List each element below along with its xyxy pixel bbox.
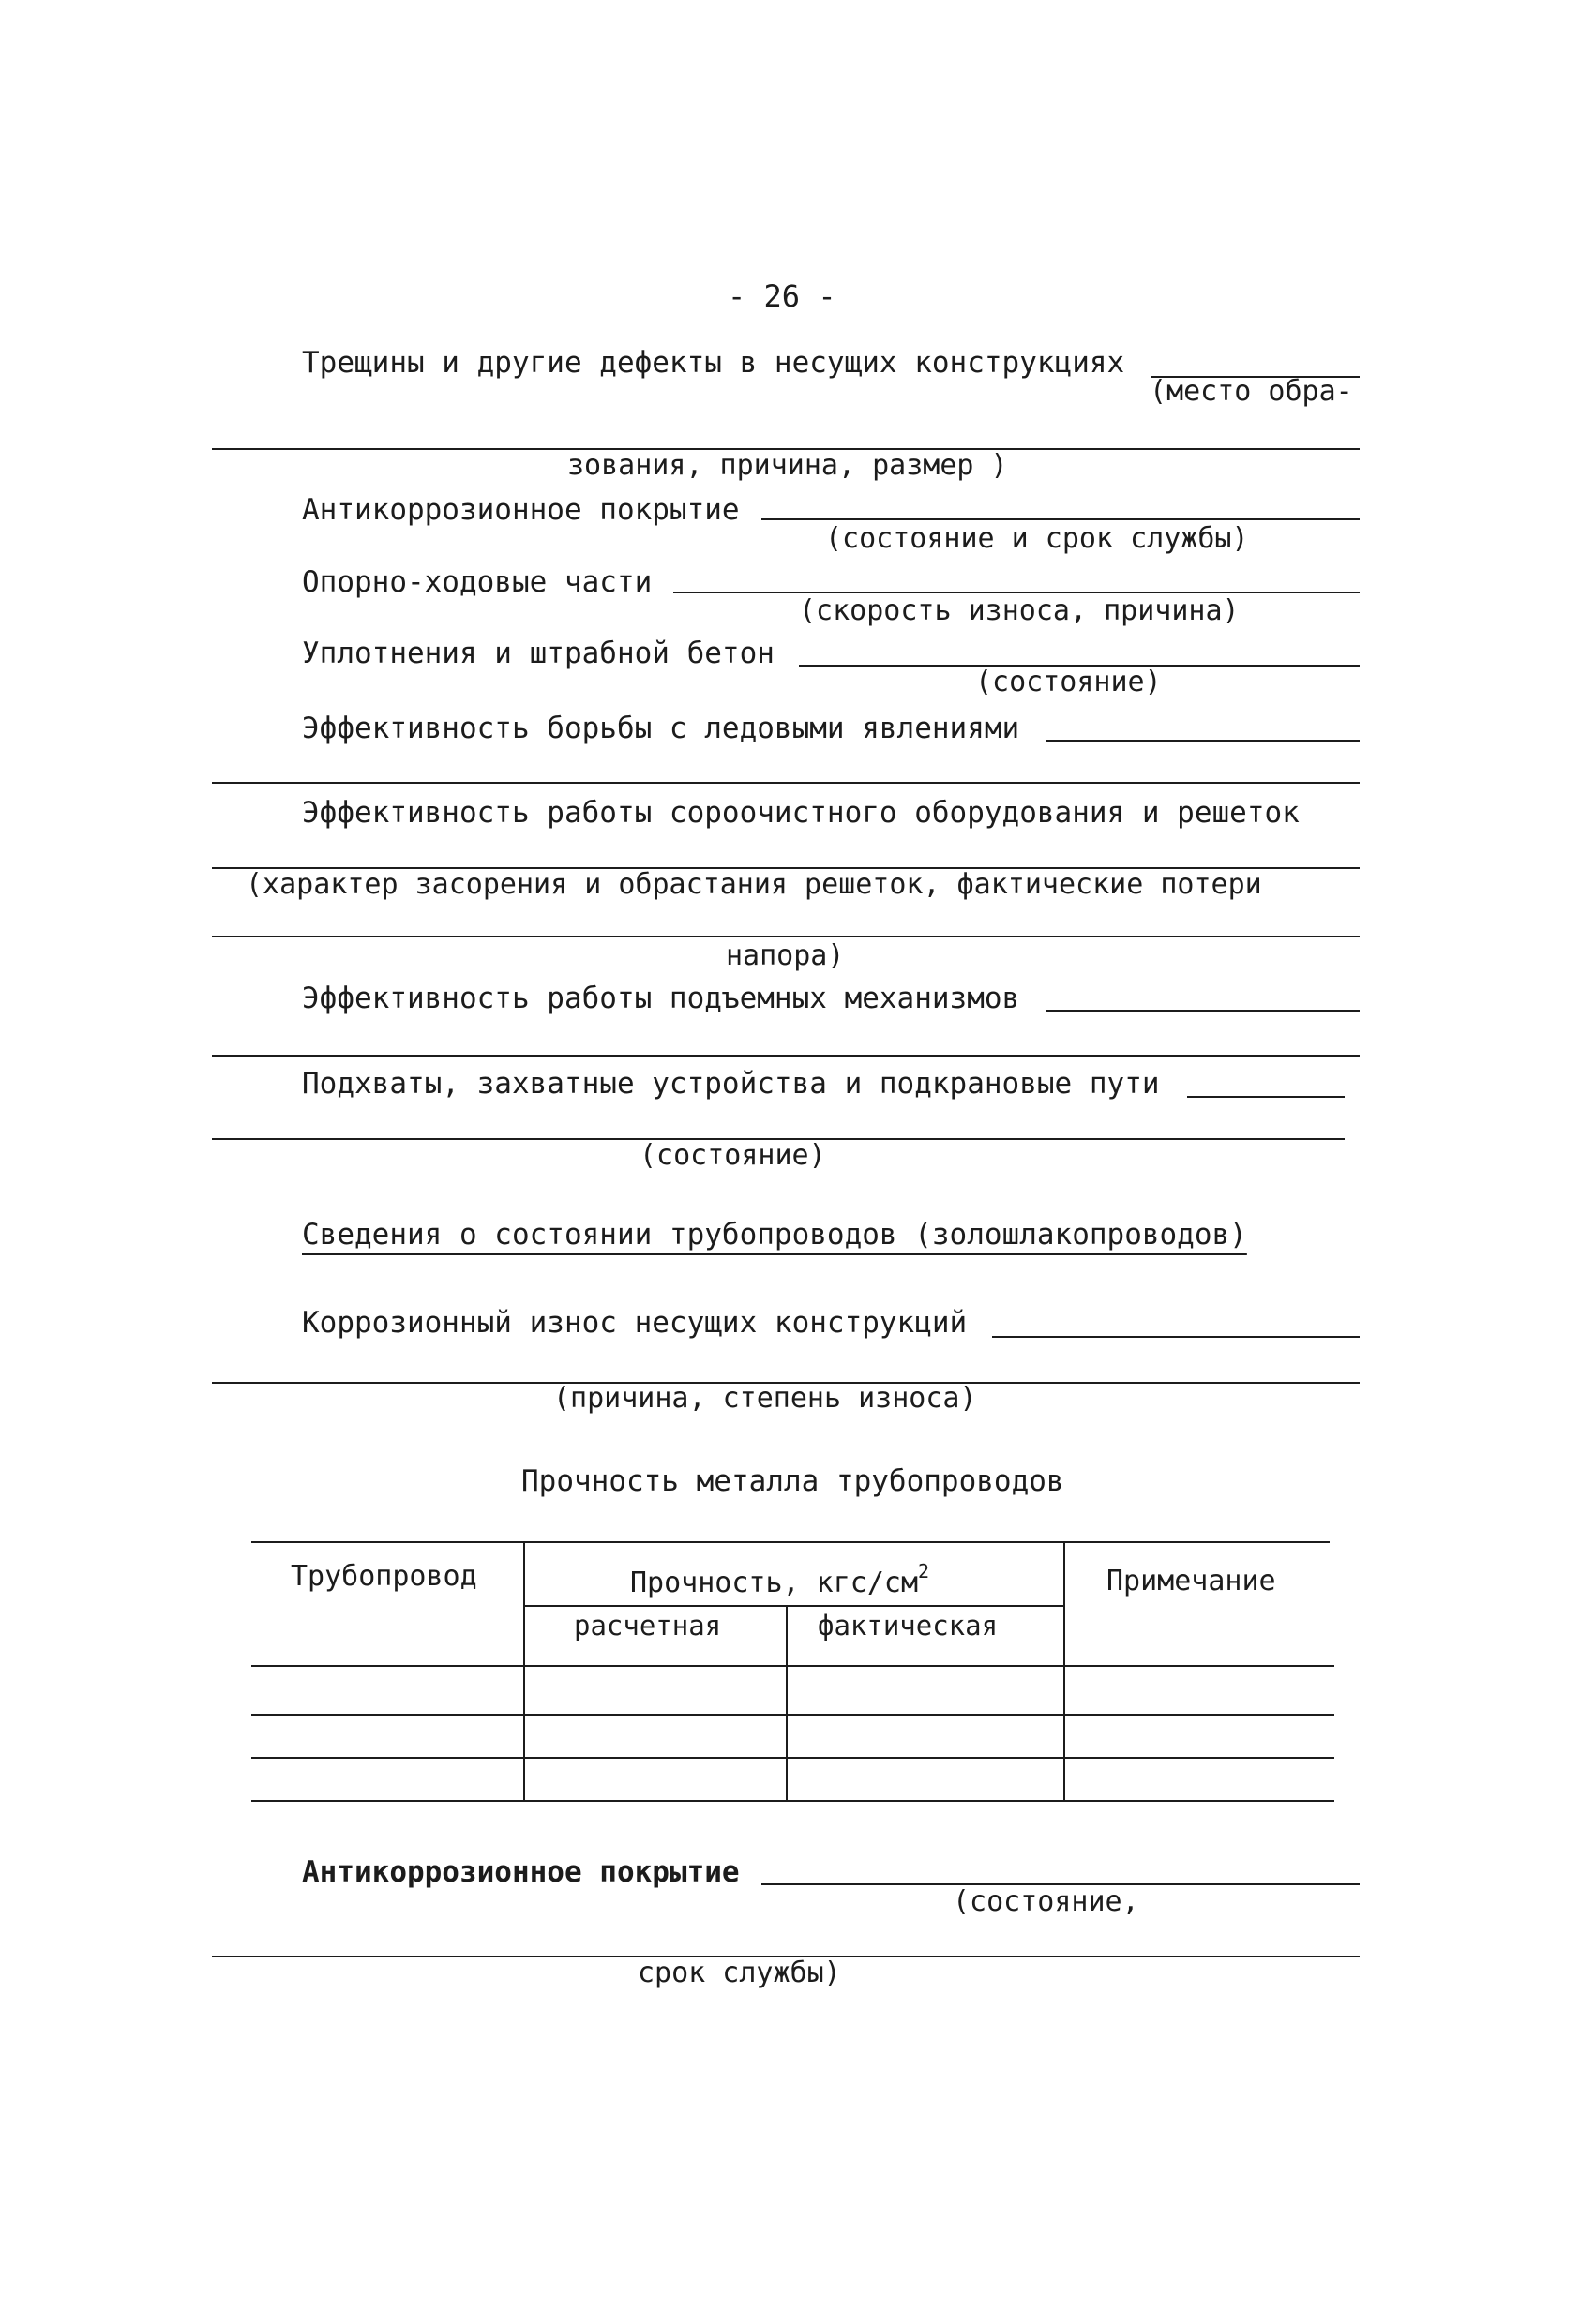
table-subheader-line: [523, 1605, 1063, 1607]
table-row-line-2: [251, 1757, 1334, 1759]
header-calc: расчетная: [574, 1610, 722, 1642]
lifting-blank-1[interactable]: [1046, 1010, 1360, 1012]
pipelines-heading: Сведения о состоянии трубопроводов (золошлакопроводов): [302, 1218, 1247, 1252]
lifting-blank-2[interactable]: [212, 1055, 1360, 1057]
corrosion-hint: (причина, степень износа): [553, 1382, 977, 1415]
trash-hint-2: напора): [726, 939, 845, 972]
table-cell-r3-c2[interactable]: [526, 1760, 784, 1799]
trash-hint-1: (характер засорения и обрастания решеток, фактические потери: [246, 868, 1262, 901]
table-row-line-1: [251, 1714, 1334, 1716]
seals-label: Уплотнения и штрабной бетон: [302, 637, 775, 670]
table-cell-r2-c4[interactable]: [1066, 1717, 1332, 1756]
page-number: - 26 -: [728, 278, 836, 314]
cracks-hint-1: (место обра-: [1150, 375, 1353, 408]
coating2-hint-1: (состояние,: [953, 1885, 1139, 1918]
strength-title-text: Прочность металла трубопроводов: [521, 1464, 1064, 1498]
lifting-label: Эффективность работы подъемных механизмов: [302, 982, 1020, 1015]
table-cell-r3-c4[interactable]: [1066, 1760, 1332, 1799]
table-cell-r1-c2[interactable]: [526, 1668, 784, 1713]
grips-hint: (состояние): [640, 1139, 826, 1172]
grips-label: Подхваты, захватные устройства и подкрановые пути: [302, 1067, 1160, 1101]
table-cell-r1-c1[interactable]: [253, 1668, 521, 1713]
ice-blank-1[interactable]: [1046, 740, 1360, 742]
table-cell-r1-c4[interactable]: [1066, 1668, 1332, 1713]
seals-hint: (состояние): [975, 666, 1162, 698]
table-bottom-border: [251, 1800, 1334, 1802]
cracks-label: Трещины и другие дефекты в несущих конструкциях: [302, 346, 1125, 380]
coating2-hint-2: срок службы): [638, 1957, 841, 1989]
table-cell-r3-c3[interactable]: [789, 1760, 1061, 1799]
header-strength: Прочность, кгс/$см^2$: [630, 1560, 930, 1599]
bearing-label: Опорно-ходовые части: [302, 565, 653, 599]
header-pipeline: Трубопровод: [291, 1560, 477, 1593]
header-note: Примечание: [1106, 1565, 1276, 1597]
ice-blank-2[interactable]: [212, 782, 1360, 784]
table-cell-r2-c1[interactable]: [253, 1717, 521, 1756]
table-vline-2: [786, 1605, 788, 1800]
grips-blank-1[interactable]: [1187, 1096, 1345, 1098]
bearing-blank[interactable]: [673, 592, 1360, 593]
cracks-hint-2: зования, причина, размер ): [567, 449, 1008, 482]
table-cell-r3-c1[interactable]: [253, 1760, 521, 1799]
table-header-bottom: [251, 1665, 1334, 1667]
table-cell-r1-c3[interactable]: [789, 1668, 1061, 1713]
table-cell-r2-c2[interactable]: [526, 1717, 784, 1756]
coating-label: Антикоррозионное покрытие: [302, 493, 740, 527]
coating-blank[interactable]: [761, 518, 1360, 520]
corrosion-label: Коррозионный износ несущих конструкций: [302, 1306, 968, 1340]
bearing-hint: (скорость износа, причина): [799, 594, 1240, 627]
table-cell-r2-c3[interactable]: [789, 1717, 1061, 1756]
corrosion-blank-1[interactable]: [992, 1336, 1360, 1338]
table-vline-3: [1063, 1541, 1065, 1800]
table-top-border: [251, 1541, 1330, 1543]
table-vline-1: [523, 1541, 525, 1800]
trash-blank-2[interactable]: [212, 936, 1360, 937]
coating2-label: Антикоррозионное покрытие: [302, 1855, 740, 1889]
header-actual: фактическая: [818, 1610, 999, 1642]
ice-label: Эффективность борьбы с ледовыми явлениями: [302, 712, 1020, 745]
coating-hint: (состояние и срок службы): [825, 522, 1249, 555]
trash-label: Эффективность работы сороочистного оборудования и решеток: [302, 796, 1300, 830]
